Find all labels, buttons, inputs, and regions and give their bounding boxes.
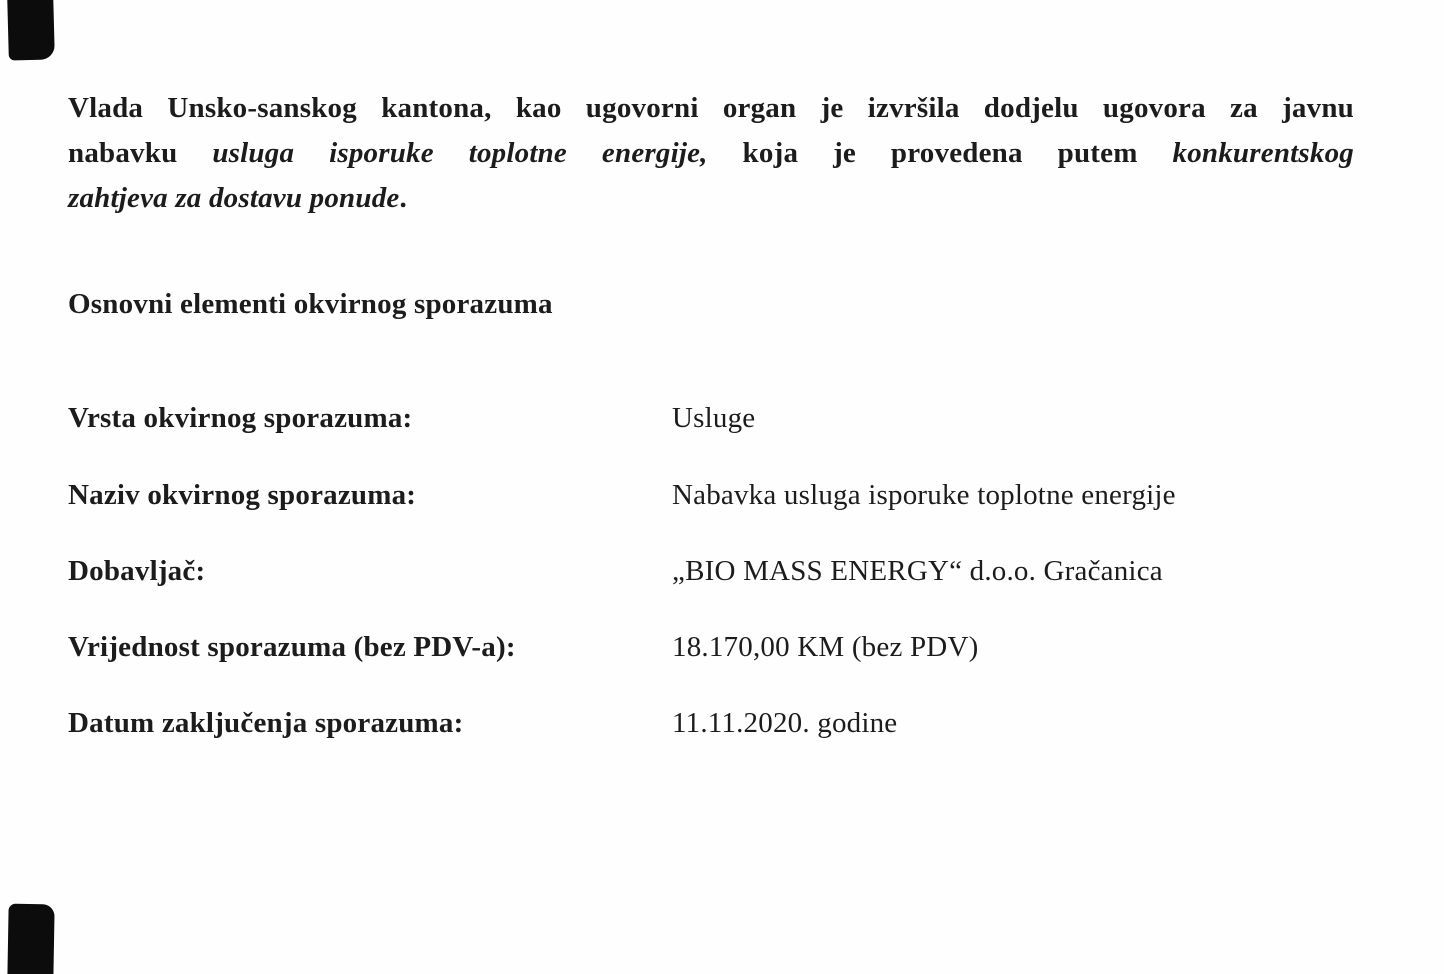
detail-label: Dobavljač: xyxy=(68,555,206,587)
intro-line-1 xyxy=(68,86,1354,131)
intro-line2-seg1: nabavku xyxy=(68,137,213,169)
intro-line3-italic-phrase: zahtjeva za dostavu ponude xyxy=(68,182,400,214)
detail-row-datum xyxy=(0,707,1444,747)
intro-line-2 xyxy=(68,131,1354,176)
detail-value: „BIO MASS ENERGY“ d.o.o. Gračanica xyxy=(672,555,1163,587)
detail-row-vrsta xyxy=(0,402,1444,442)
detail-label: Datum zaključenja sporazuma: xyxy=(68,707,464,739)
detail-value: 18.170,00 KM (bez PDV) xyxy=(672,631,979,663)
detail-row-dobavljac xyxy=(0,555,1444,595)
section-heading: Osnovni elementi okvirnog sporazuma xyxy=(68,288,553,320)
intro-line3-period: . xyxy=(399,182,407,214)
scan-artifact-top-left xyxy=(7,0,55,61)
detail-row-vrijednost xyxy=(0,631,1444,671)
detail-label: Vrsta okvirnog sporazuma: xyxy=(68,402,413,434)
intro-line2-italic-phrase: usluga isporuke toplotne energije, xyxy=(212,137,708,169)
intro-line1-text: Vlada Unsko-sanskog kantona, kao ugovorni organ je izvršila dodjelu ugovora za javnu xyxy=(68,92,1354,124)
intro-paragraph xyxy=(68,86,1354,221)
intro-line-3 xyxy=(68,176,1354,221)
scan-artifact-bottom-left xyxy=(7,904,54,974)
detail-value: 11.11.2020. godine xyxy=(672,707,898,739)
detail-value: Usluge xyxy=(672,402,756,434)
detail-label: Naziv okvirnog sporazuma: xyxy=(68,479,417,511)
intro-line2-italic-word: konkurentskog xyxy=(1172,137,1354,169)
intro-line2-seg3: koja je provedena putem xyxy=(707,137,1173,169)
detail-row-naziv xyxy=(0,479,1444,519)
detail-value: Nabavka usluga isporuke toplotne energije xyxy=(672,479,1176,511)
detail-label: Vrijednost sporazuma (bez PDV-a): xyxy=(68,631,516,663)
